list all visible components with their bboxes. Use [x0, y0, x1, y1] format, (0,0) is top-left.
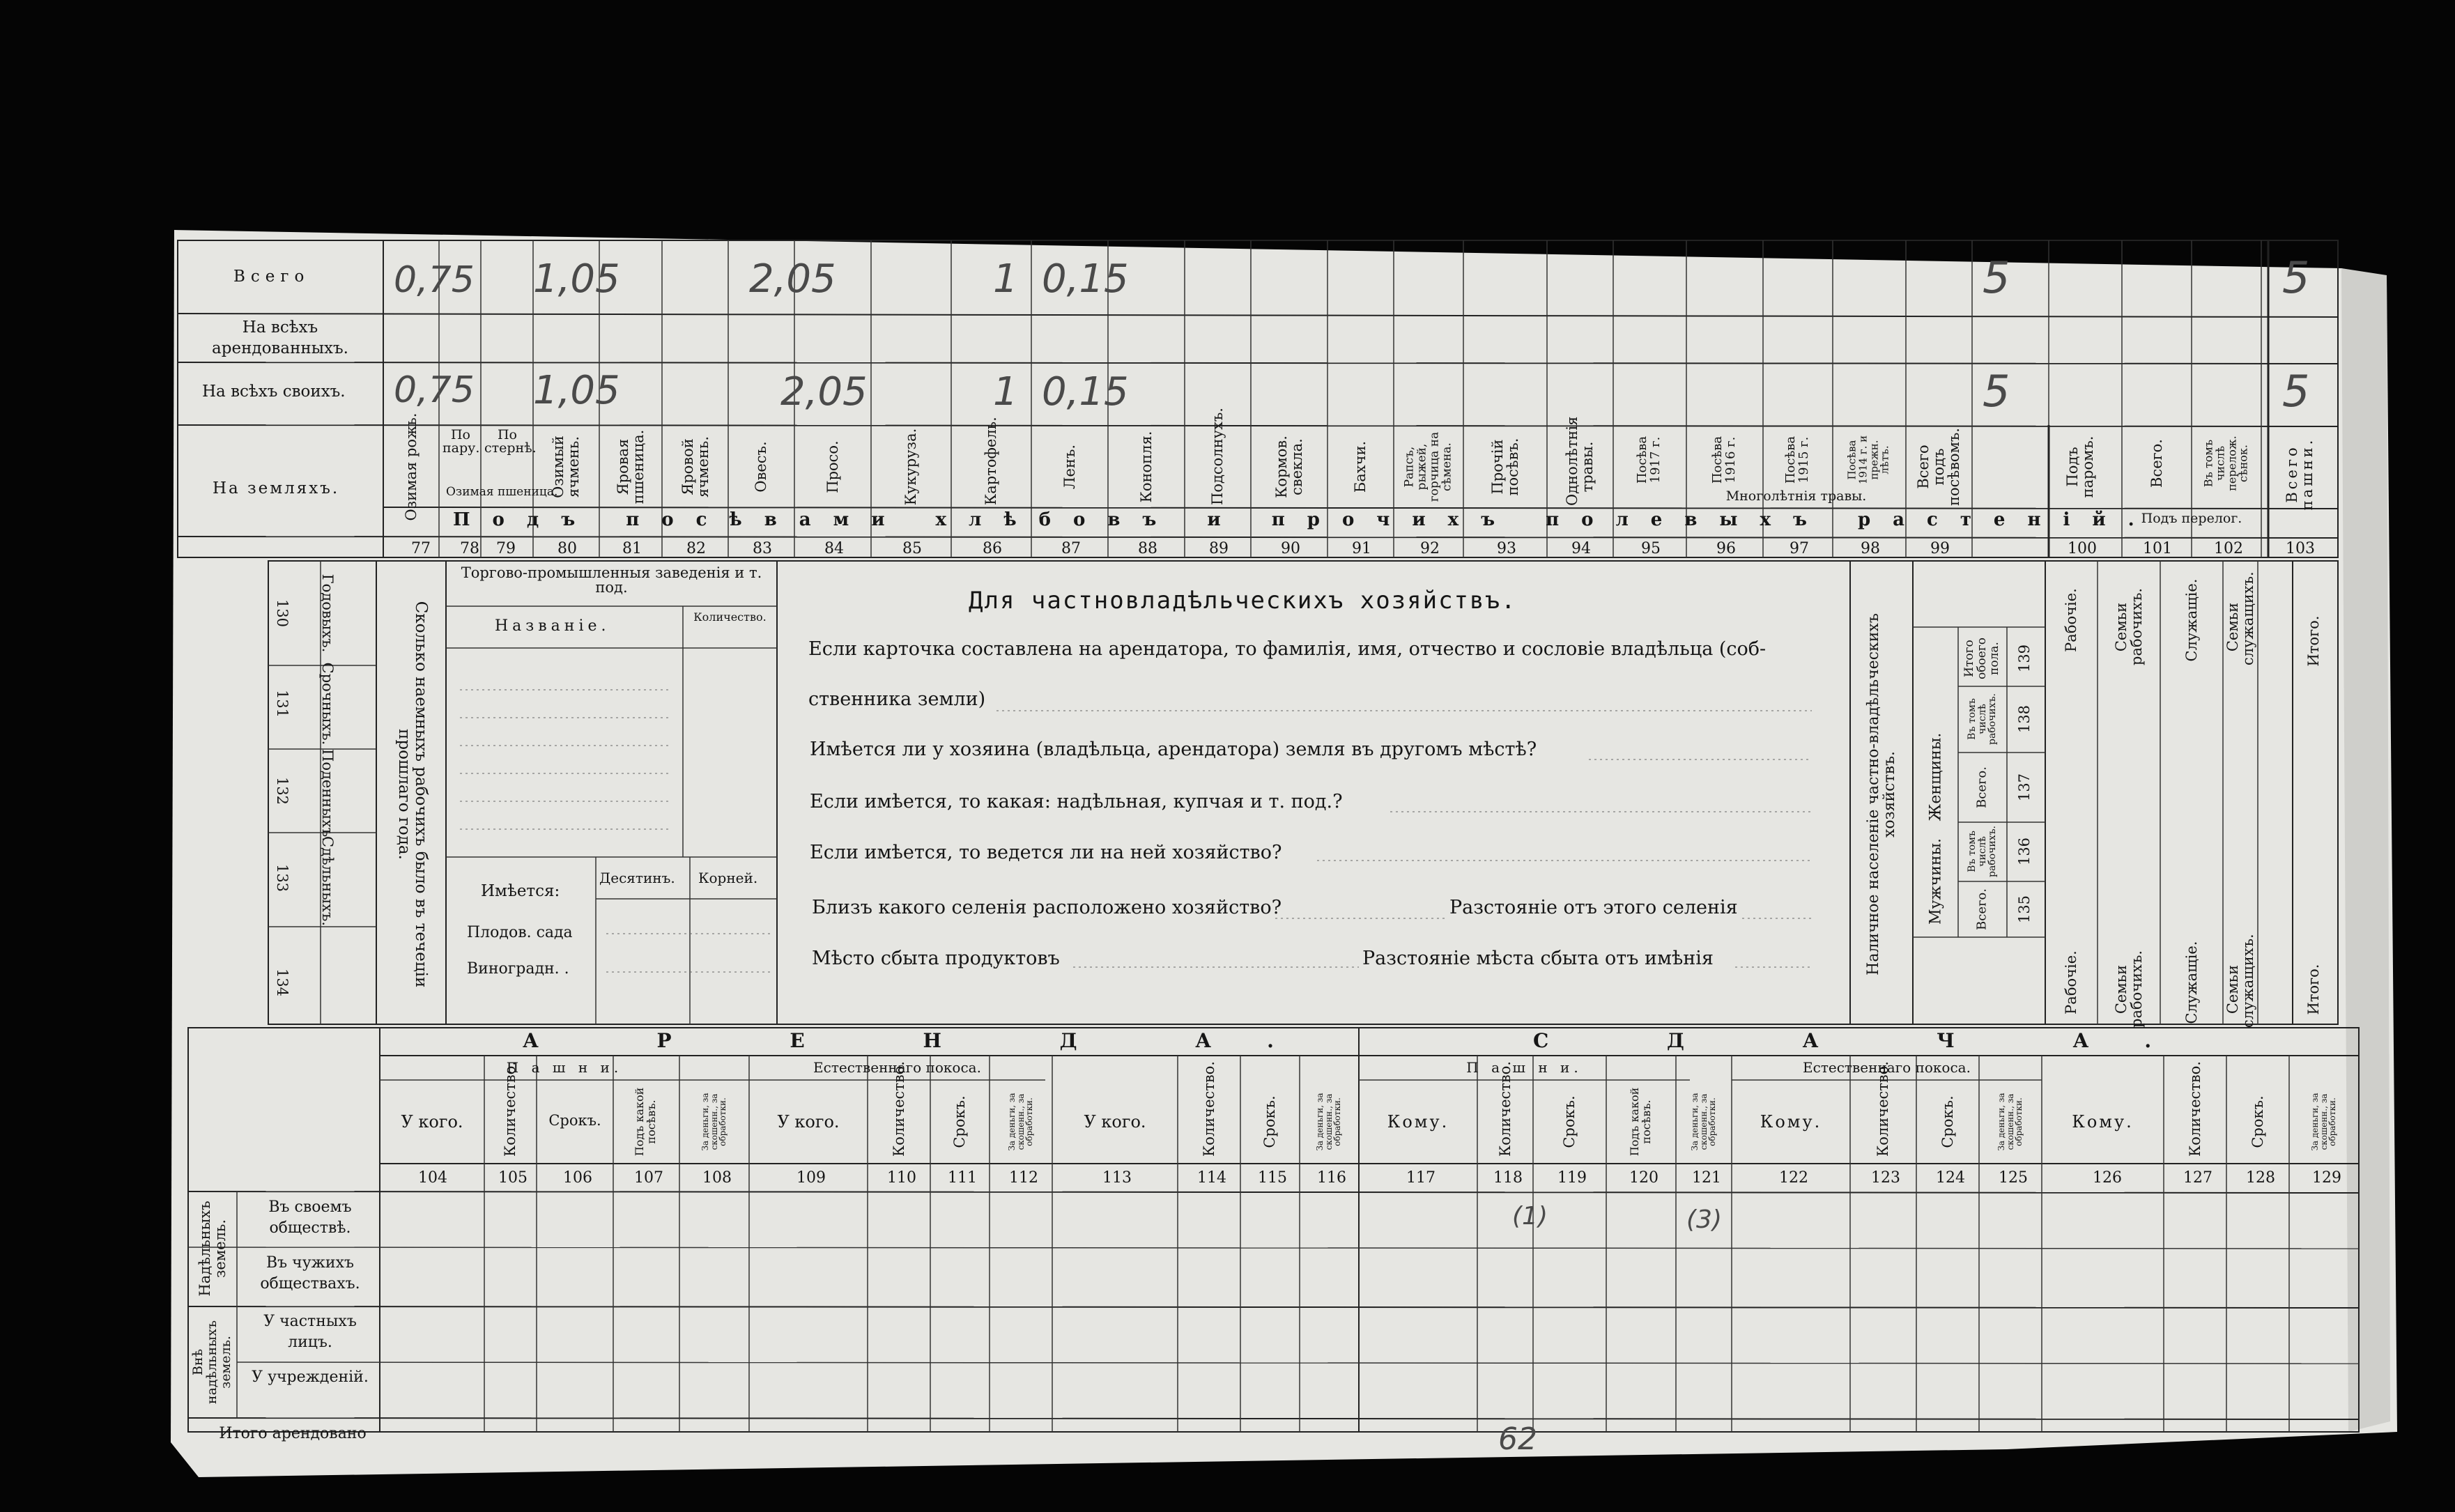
question-owner-cont: ственника земли)	[808, 688, 986, 710]
crop-label: Подсолнухъ.	[1208, 408, 1226, 505]
question-village-distance: Разстояніе отъ этого селенія	[1449, 897, 1738, 918]
question-village: Близъ какого селенія расположено хозяйство?	[812, 897, 1282, 918]
row-label-arendovannyh: На всѣхъ арендованныхъ.	[212, 318, 348, 357]
crop-label: Посѣва 1916 г.	[1710, 435, 1738, 484]
pop-col-num: 137	[2015, 773, 2033, 802]
pokos-header-sdacha: Естественнаго покоса.	[1803, 1059, 1971, 1076]
col-number: 83	[753, 540, 772, 557]
right-col-bottom: Итого.	[2304, 964, 2322, 1015]
bcol-label: За деньги, за скошенн., за обработки.	[1690, 1093, 1718, 1151]
col-number: 94	[1571, 540, 1591, 557]
col-number: 90	[1281, 540, 1300, 557]
bcol-label: За деньги, за скошенн., за обработки.	[1996, 1093, 2024, 1151]
pop-col-num: 135	[2015, 895, 2033, 924]
right-col-top: Итого.	[2304, 615, 2322, 667]
col-number: 80	[557, 540, 577, 557]
hired-col-label: Срочныхъ.	[319, 662, 337, 746]
col-number: 97	[1790, 540, 1809, 557]
right-col-top: Служащіе.	[2183, 578, 2200, 662]
has-col-desyatin: Десятинъ.	[599, 870, 675, 886]
crop-label: Озимый ячмень.	[549, 435, 582, 498]
bcol-label: У кого.	[401, 1112, 463, 1132]
handwritten-value: (1)	[1512, 1202, 1548, 1231]
handwritten-value: 0,75	[394, 369, 475, 411]
hired-col-label: Сдѣльныхъ.	[319, 836, 337, 927]
handwritten-value: 5	[1983, 366, 2010, 417]
bcol-num: 121	[1692, 1169, 1721, 1187]
handwritten-value: 0,15	[1042, 256, 1129, 302]
row-label: Въ чужихъ обществахъ.	[260, 1254, 360, 1293]
group-mnogoletnie: Многолѣтнія травы.	[1725, 488, 1867, 504]
col-number: 85	[902, 540, 922, 557]
col-number: 96	[1716, 540, 1736, 557]
right-col-bottom: Семьи служащихъ.	[2224, 934, 2256, 1028]
handwritten-value: 2,05	[780, 369, 868, 415]
trade-name-header: Названіе.	[495, 617, 610, 635]
private-title: Для частновладѣльческихъ хозяйствъ.	[969, 587, 1517, 615]
crop-label: Подъ паромъ.	[2063, 435, 2096, 498]
question-land-type: Если имѣется, то какая: надѣльная, купчая и т. под.?	[810, 791, 1343, 812]
bcol-label: Кому.	[1760, 1112, 1822, 1132]
bcol-num: 118	[1493, 1169, 1523, 1187]
pop-col-num: 139	[2015, 644, 2033, 673]
crop-label: Кормов. свекла.	[1272, 435, 1305, 498]
question-other-land: Имѣется ли у хозяина (владѣльца, арендатора) земля въ другомъ мѣстѣ?	[810, 739, 1537, 760]
crop-label: Посѣва 1917 г.	[1635, 435, 1663, 484]
bcol-label: Срокъ.	[951, 1095, 968, 1148]
col-number: 95	[1641, 540, 1661, 557]
pop-col-label: Въ томъ числѣ рабочихъ.	[1966, 693, 1999, 746]
bcol-label: Подъ какой посѣвъ.	[633, 1087, 658, 1157]
handwritten-value: (3)	[1686, 1205, 1722, 1234]
crop-label: Бахчи.	[1351, 440, 1369, 493]
pop-col-label: Всего.	[1974, 766, 1990, 808]
col-number: 88	[1138, 540, 1157, 557]
crop-label: Конопля.	[1137, 431, 1155, 503]
col-number: 87	[1061, 540, 1081, 557]
bcol-label: Количество.	[1496, 1060, 1514, 1157]
bcol-num: 107	[634, 1169, 663, 1187]
right-col-bottom: Семьи рабочихъ.	[2112, 950, 2145, 1028]
bcol-label: Срокъ.	[1261, 1095, 1278, 1148]
bcol-num: 127	[2183, 1169, 2212, 1187]
bcol-num: 126	[2093, 1169, 2122, 1187]
hired-col-label: Поденныхъ.	[319, 749, 337, 842]
row-label: Въ своемъ обществѣ.	[268, 1198, 352, 1237]
right-col-top: Семьи служащихъ.	[2224, 571, 2256, 665]
right-col-top: Семьи рабочихъ.	[2112, 587, 2145, 665]
handwritten-value: 1	[993, 369, 1018, 415]
crop-label: Всего пашни.	[2283, 437, 2316, 511]
bcol-label: За деньги, за скошенн., за обработки.	[700, 1093, 728, 1151]
bcol-num: 117	[1406, 1169, 1436, 1187]
col-number: 92	[1420, 540, 1440, 557]
bcol-num: 123	[1871, 1169, 1900, 1187]
bcol-label: Срокъ.	[1939, 1095, 1956, 1148]
bcol-label: За деньги, за скошенн., за обработки.	[2310, 1093, 2338, 1151]
crop-label: По стернѣ.	[484, 427, 537, 456]
bcol-num: 129	[2312, 1169, 2341, 1187]
sowing-banner: Подъ посѣвами хлѣбовъ и прочихъ полевыхъ растеній.	[453, 509, 2157, 530]
has-label: Имѣется:	[481, 882, 560, 900]
bcol-label: Срокъ.	[548, 1112, 601, 1129]
row-label: У учрежденій.	[252, 1368, 369, 1386]
handwritten-value: 5	[2282, 366, 2310, 417]
right-col-bottom: Рабочіе.	[2062, 950, 2079, 1015]
crop-label: Озимая рожь.	[402, 412, 420, 521]
crop-label: Кукуруза.	[902, 428, 919, 506]
pop-col-num: 136	[2015, 837, 2033, 866]
crop-label: Овесъ.	[752, 441, 769, 493]
group-perelog: Подъ перелог.	[2141, 511, 2242, 526]
right-col-top: Рабочіе.	[2062, 588, 2079, 652]
handwritten-value: 1	[993, 256, 1018, 302]
pashni-header-sdacha: П а ш н и.	[1466, 1059, 1583, 1076]
pashni-header-arenda: П а ш н и.	[506, 1059, 623, 1076]
men-label: Мужчины.	[1927, 838, 1945, 925]
col-number: 79	[496, 540, 516, 557]
bcol-label: За деньги, за скошенн., за обработки.	[1007, 1093, 1035, 1151]
bcol-label: Срокъ.	[1560, 1095, 1578, 1148]
col-number: 100	[2068, 540, 2097, 557]
bcol-label: Количество.	[1200, 1060, 1217, 1157]
bcol-num: 124	[1936, 1169, 1965, 1187]
pop-col-label: Всего.	[1974, 888, 1990, 930]
bcol-num: 104	[418, 1169, 447, 1187]
bcol-label: Количество.	[501, 1060, 518, 1157]
col-number: 86	[983, 540, 1002, 557]
col-number: 84	[824, 540, 844, 557]
row-label-vsego: Всего	[233, 268, 310, 286]
col-number: 78	[460, 540, 479, 557]
col-number: 98	[1861, 540, 1880, 557]
trade-qty-header: Количество.	[693, 610, 767, 624]
hired-col-label: Годовыхъ.	[319, 573, 337, 653]
col-number: 102	[2214, 540, 2243, 557]
vne-group-label: Внѣ надѣльныхъ земель.	[190, 1320, 233, 1405]
bcol-label: Подъ какой посѣвъ.	[1628, 1087, 1653, 1157]
women-label: Женщины.	[1927, 732, 1945, 821]
bcol-num: 120	[1629, 1169, 1659, 1187]
bcol-label: За деньги, за скошенн., за обработки.	[1315, 1093, 1343, 1151]
crop-label: Посѣва 1915 г.	[1783, 435, 1811, 484]
population-title: Наличное населеніе частно-владѣльческихъ хозяйствъ.	[1864, 613, 1898, 975]
bcol-num: 113	[1102, 1169, 1132, 1187]
row-label: У частныхъ лицъ.	[263, 1313, 357, 1351]
question-owner: Если карточка составлена на арендатора, то фамилія, имя, отчество и сословіе владѣльца (соб-	[808, 638, 1767, 660]
bcol-num: 114	[1197, 1169, 1226, 1187]
col-number: 99	[1930, 540, 1950, 557]
question-market: Мѣсто сбыта продуктовъ	[812, 948, 1060, 969]
crop-label: Прочій посѣвъ.	[1488, 438, 1521, 496]
trade-title: Торгово-промышленныя заведенія и т. под.	[461, 564, 762, 596]
bcol-label: У кого.	[1084, 1112, 1146, 1132]
question-market-distance: Разстояніе мѣста сбыта отъ имѣнія	[1362, 948, 1714, 969]
crop-label: Яровая пшеница.	[614, 429, 647, 504]
bcol-label: Количество.	[1874, 1060, 1891, 1157]
nadel-group-label: Надѣльныхъ земель.	[196, 1201, 229, 1297]
group-ozimaya-pshenica: Озимая пшеница.	[446, 485, 558, 499]
bcol-num: 109	[796, 1169, 826, 1187]
crop-label: Посѣва 1914 г. и прежн. лѣтъ.	[1845, 435, 1891, 485]
pop-col-num: 138	[2015, 704, 2033, 734]
hired-col-num: 131	[274, 689, 291, 718]
crop-label: Картофель.	[982, 417, 999, 505]
handwritten-value: 1,05	[533, 368, 620, 413]
handwritten-value: 5	[2282, 252, 2310, 303]
bcol-num: 116	[1317, 1169, 1346, 1187]
bcol-num: 106	[563, 1169, 592, 1187]
bcol-num: 119	[1557, 1169, 1587, 1187]
crop-label: Однолѣтнія травы.	[1563, 416, 1596, 506]
has-row-sad: Плодов. сада	[467, 924, 573, 941]
col-number: 91	[1352, 540, 1371, 557]
bcol-label: Кому.	[2072, 1112, 2134, 1132]
has-col-korney: Корней.	[698, 870, 758, 886]
bcol-num: 115	[1258, 1169, 1287, 1187]
col-number: 101	[2143, 540, 2172, 557]
bcol-num: 112	[1009, 1169, 1038, 1187]
col-number: 82	[686, 540, 706, 557]
crop-label: Въ томъ числѣ перелож. сѣнок.	[2201, 435, 2250, 491]
handwritten-value: 2,05	[749, 256, 836, 302]
bcol-label: Количество.	[890, 1060, 907, 1157]
crop-label: Всего подъ посѣвомъ.	[1914, 428, 1963, 506]
bcol-label: Количество.	[2186, 1060, 2203, 1157]
pop-col-label: Въ томъ числѣ рабочихъ.	[1966, 826, 1999, 878]
crop-label: Просо.	[824, 440, 841, 493]
hired-col-num: 134	[274, 968, 291, 997]
handwritten-value: 5	[1983, 252, 2010, 303]
right-col-bottom: Служащіе.	[2183, 941, 2200, 1024]
handwritten-value: 62	[1498, 1421, 1537, 1457]
crop-label: Ленъ.	[1061, 445, 1078, 489]
crop-label: Рапсъ, рыжей, горчица на сѣмена.	[1402, 431, 1454, 502]
pop-col-label: Итого обоего пола.	[1962, 638, 2001, 679]
pokos-header-arenda: Естественнаго покоса.	[813, 1059, 981, 1076]
row-label-na-zemlyah: На земляхъ.	[213, 479, 340, 497]
arenda-header: А Р Е Н Д А.	[523, 1029, 1330, 1052]
row-label: Итого арендовано	[219, 1425, 367, 1442]
bcol-num: 122	[1779, 1169, 1808, 1187]
has-row-vinograd: Виноградн. .	[467, 960, 569, 978]
hired-col-num: 130	[274, 599, 291, 628]
row-label-svoih: На всѣхъ своихъ.	[202, 383, 346, 401]
col-number: 93	[1497, 540, 1516, 557]
col-number: 103	[2286, 540, 2315, 557]
hired-col-num: 132	[274, 776, 291, 805]
bcol-num: 110	[887, 1169, 916, 1187]
bcol-num: 108	[702, 1169, 732, 1187]
bcol-label: Кому.	[1387, 1112, 1449, 1132]
crop-label: Всего.	[2148, 439, 2165, 488]
sdacha-header: С Д А Ч А.	[1533, 1029, 2208, 1052]
question-farming: Если имѣется, то ведется ли на ней хозяйство?	[810, 842, 1282, 863]
col-number: 89	[1209, 540, 1229, 557]
bcol-label: Срокъ.	[2249, 1095, 2266, 1148]
handwritten-value: 0,15	[1042, 369, 1129, 415]
bcol-num: 125	[1999, 1169, 2028, 1187]
hired-workers-title: Сколько наемныхъ рабочихъ было въ течеціи прошлаго года.	[395, 601, 431, 988]
col-number: 81	[622, 540, 642, 557]
crop-label: Яровой ячмень.	[679, 436, 711, 497]
handwritten-value: 0,75	[394, 259, 475, 301]
bcol-num: 105	[498, 1169, 528, 1187]
crop-label: По пару.	[442, 427, 480, 456]
bcol-num: 111	[948, 1169, 977, 1187]
handwritten-value: 1,05	[533, 256, 620, 302]
bcol-label: У кого.	[777, 1112, 840, 1132]
bcol-num: 128	[2246, 1169, 2275, 1187]
hired-col-num: 133	[274, 863, 291, 893]
